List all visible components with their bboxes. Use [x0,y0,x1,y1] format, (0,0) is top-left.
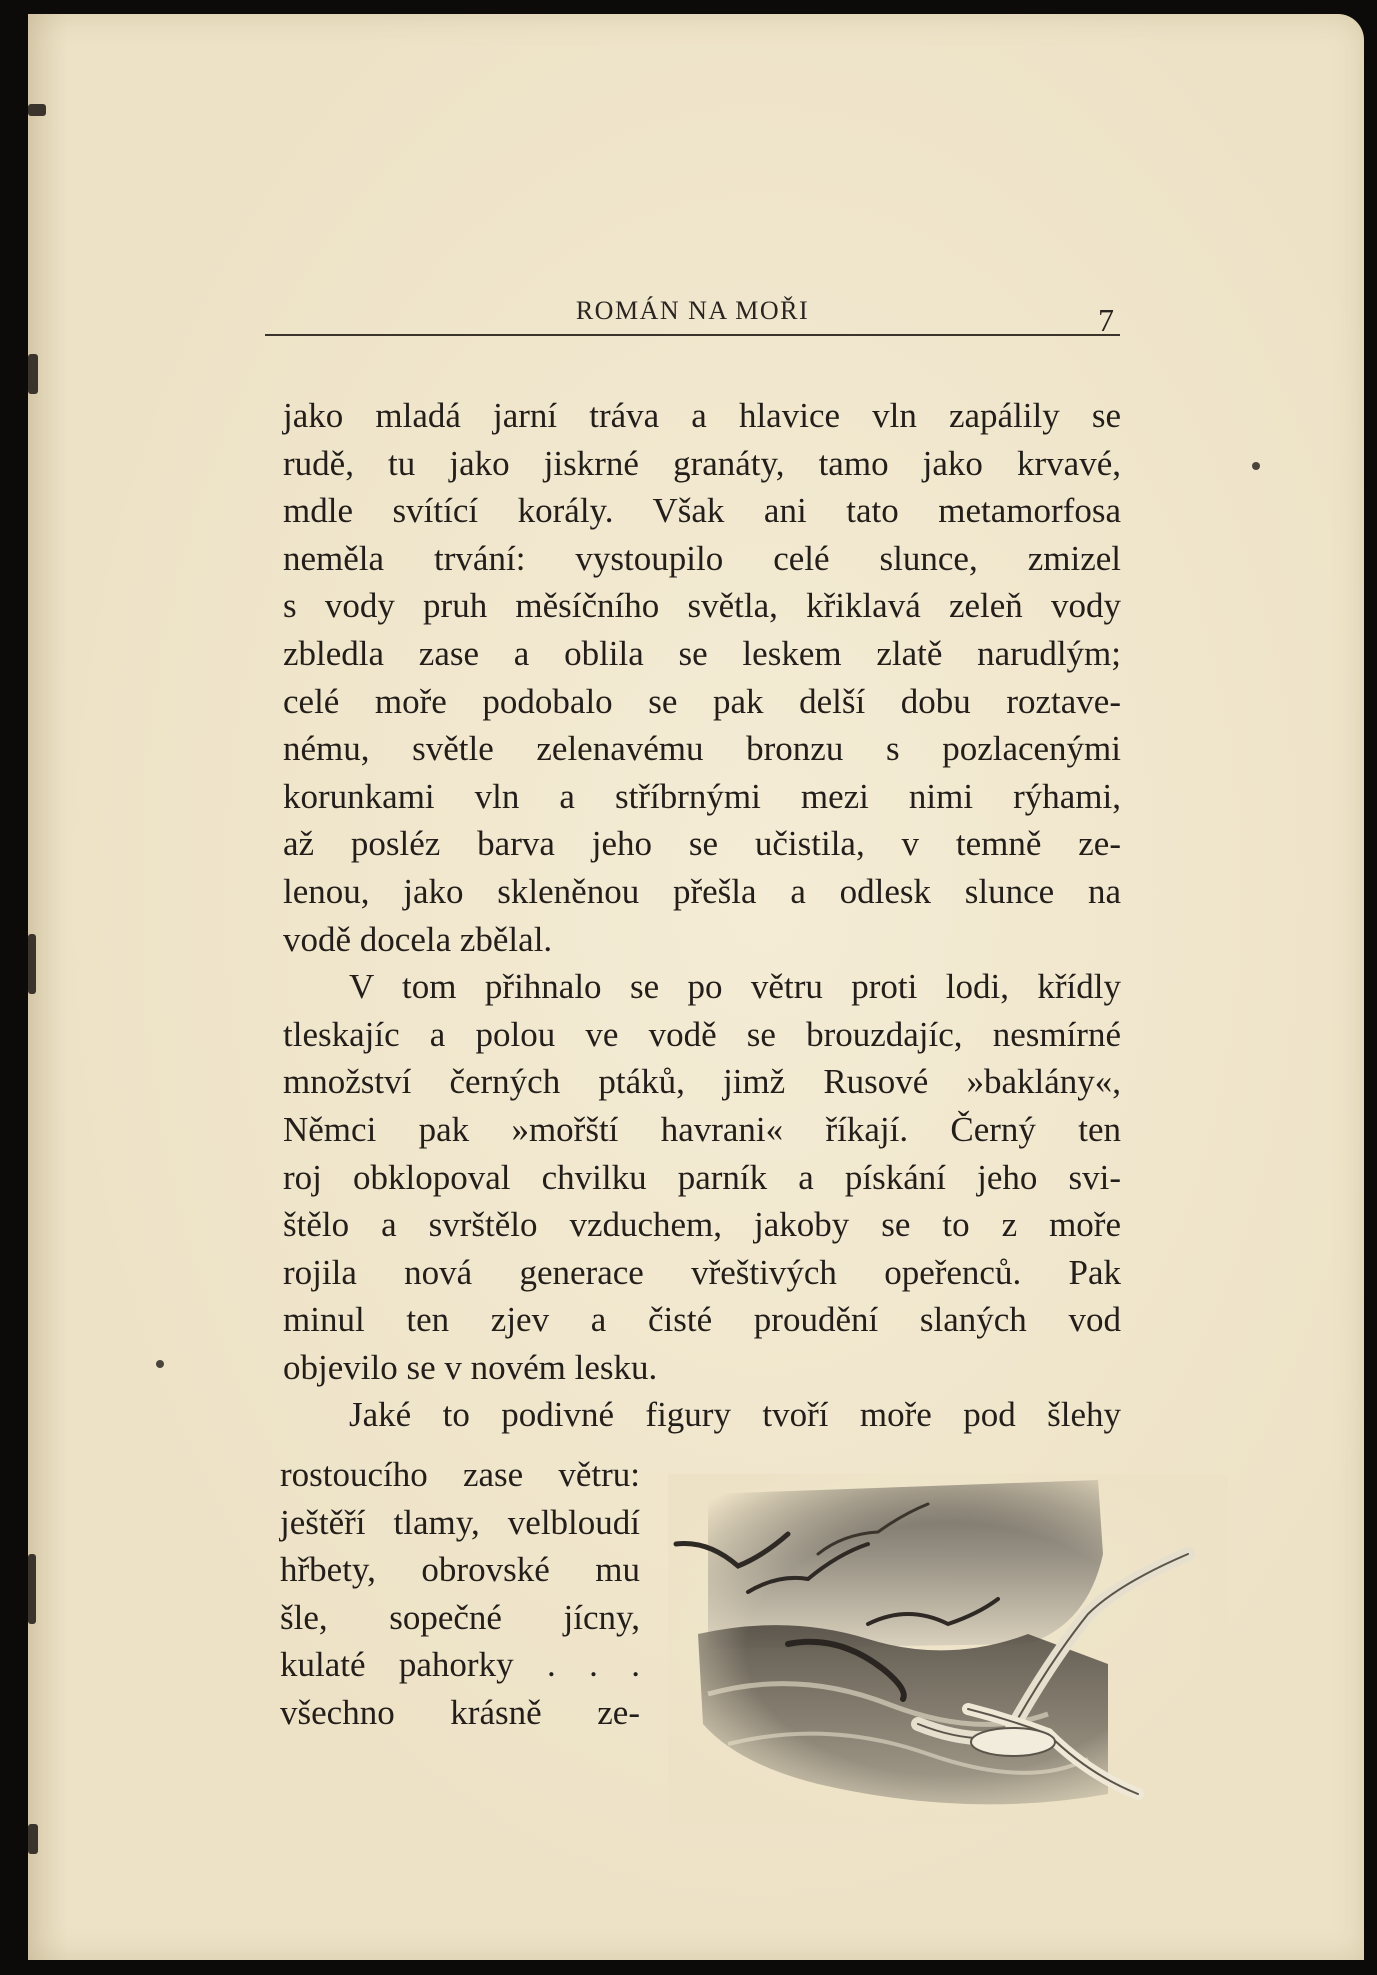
text-line: neměla trvání: vystoupilo celé slunce, zmizel [283,538,1121,578]
page-edge-mark [28,354,38,394]
text-line: lenou, jako skleněnou přešla a odlesk slunce na [283,871,1121,911]
text-line: ještěří tlamy, velbloudí [280,1502,640,1542]
text-line: až posléz barva jeho se učistila, v temně ze- [283,824,1121,864]
text-line: korunkami vln a stříbrnými mezi nimi rýhami, [283,776,1121,816]
text-line: s vody pruh měsíčního světla, křiklavá zeleň vody [283,586,1121,626]
page-edge-mark [28,1554,36,1624]
page-edge-mark [28,934,36,994]
text-line: objevilo se v novém lesku. [283,1347,658,1387]
header-rule [265,334,1120,336]
running-title: ROMÁN NA MOŘI [575,296,810,325]
page-number: 7 [1098,302,1114,338]
text-line: rudě, tu jako jiskrné granáty, tamo jako krvavé, [283,443,1121,483]
text-line: rojila nová generace vřeštivých opeřenců. Pak [283,1252,1121,1292]
text-line: nému, světle zelenavému bronzu s pozlacenými [283,729,1121,769]
stray-ink-dot [1252,462,1260,470]
text-line: Jaké to podivné figury tvoří moře pod šlehy [349,1395,1121,1435]
text-line: zbledla zase a oblila se leskem zlatě narudlým; [283,633,1121,673]
text-line: šle, sopečné jícny, [280,1597,640,1637]
page-header [265,284,1120,338]
stray-ink-dot [156,1360,164,1368]
text-line: mdle svítící korály. Však ani tato metamorfosa [283,491,1121,531]
text-line: štělo a svrštělo vzduchem, jakoby se to z moře [283,1205,1121,1245]
text-line: V tom přihnalo se po větru proti lodi, křídly [349,967,1121,1007]
book-page [28,14,1364,1960]
body-text [283,392,1121,1439]
page-edge-mark [28,104,46,116]
page-edge-mark [28,1824,38,1854]
sea-scene [668,1474,1228,1824]
text-line: všechno krásně ze- [280,1692,640,1732]
text-line: tleskajíc a polou ve vodě se brouzdajíc, nesmírné [283,1014,1121,1054]
text-line: kulaté pahorky . . . [280,1645,640,1685]
text-line: množství černých ptáků, jimž Rusové »baklány«, [283,1062,1121,1102]
text-line: jako mladá jarní tráva a hlavice vln zapálily se [283,396,1121,435]
seagulls-illustration [668,1474,1228,1824]
text-line: roj obklopoval chvilku parník a pískání jeho svi- [283,1157,1121,1197]
wrapped-text-column [280,1451,640,1737]
text-line: rostoucího zase větru: [280,1455,640,1494]
text-line: vodě docela zbělal. [283,919,553,959]
text-line: hřbety, obrovské mu [280,1550,640,1590]
text-line: Němci pak »mořští havrani« říkají. Černý ten [283,1109,1121,1149]
text-line: celé moře podobalo se pak delší dobu roztave- [283,681,1121,721]
text-line: minul ten zjev a čisté proudění slaných vod [283,1300,1121,1340]
